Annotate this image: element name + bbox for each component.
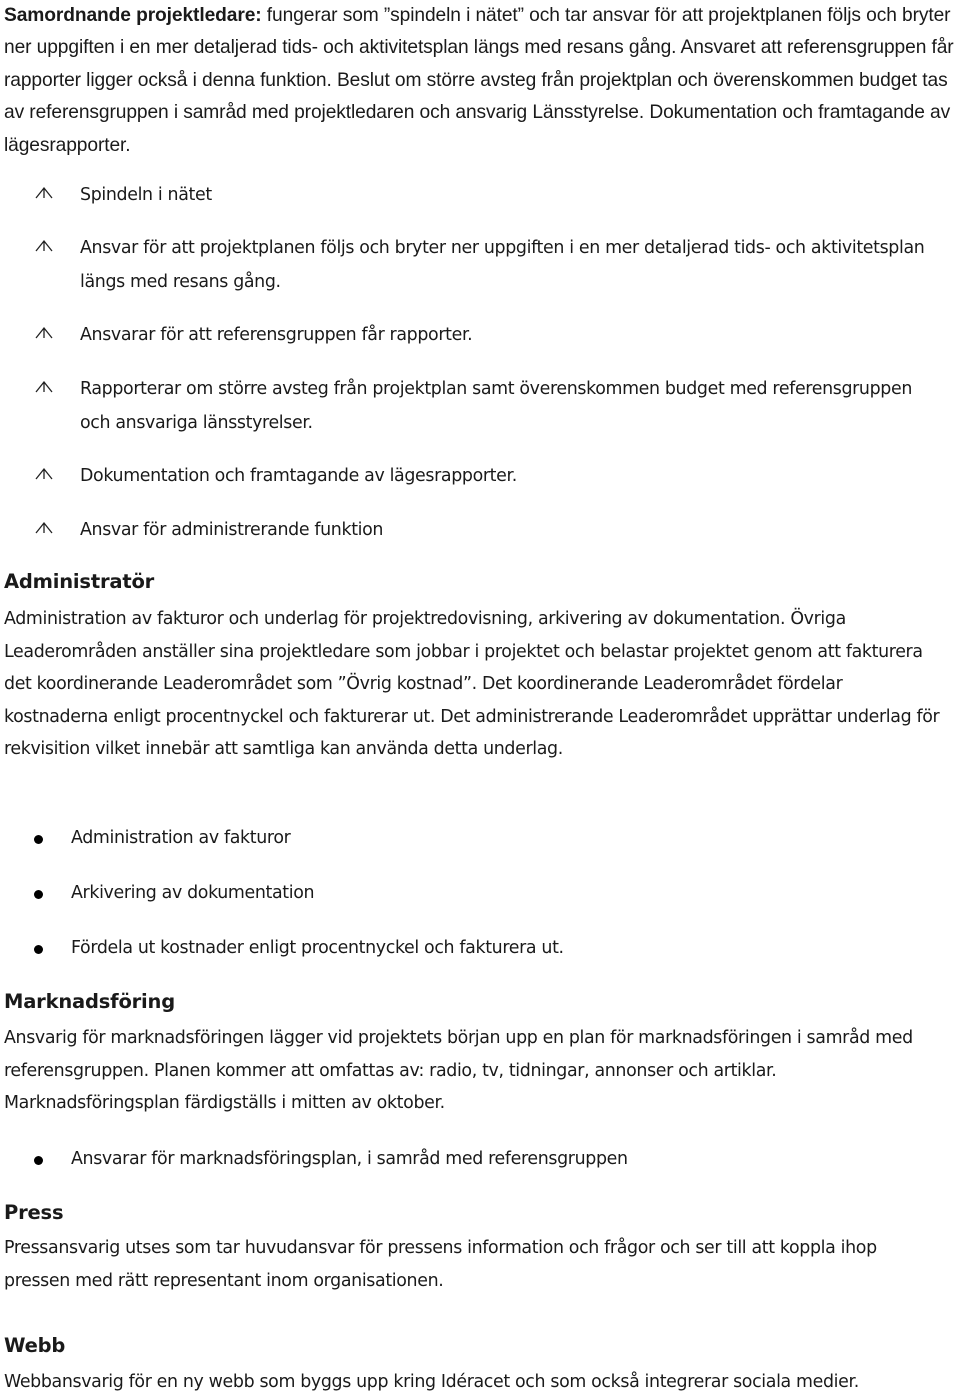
list-item-text: Arkivering av dokumentation xyxy=(71,883,315,903)
arrow-marker-icon xyxy=(34,519,54,539)
web-paragraph: Webbansvarig för en ny webb som byggs upp kring Idéracet och som också integrerar sociala medier. xyxy=(4,1372,859,1392)
list-item-text: Spindeln i nätet xyxy=(80,185,212,205)
list-item-text: Administration av fakturor xyxy=(71,828,291,848)
administrator-paragraph: Administration av fakturor och underlag för projektredovisning, arkivering av dokumentation. Övriga Leaderområden anställer sina projektledare som jobbar i projektet och belastar projektet genom att fakturera det koordinerande Leaderområdet som ”Övrig kostnad”. Det koordinerande Leaderområdet fördelar kostnaderna enligt procentnyckel och fakturerar ut. Det administrerande Leaderområdet upprättar underlag för rekvisition vilket innebär att samtliga kan använda detta underlag. xyxy=(4,609,940,760)
section-heading-web: Webb xyxy=(4,1334,66,1357)
press-paragraph: Pressansvarig utses som tar huvudansvar för pressens information och frågor och ser till att koppla ihop pressen med rätt representant inom organisationen. xyxy=(4,1238,877,1291)
list-item-text: Ansvarar för marknadsföringsplan, i samråd med referensgruppen xyxy=(71,1149,628,1169)
bullet-dot-icon xyxy=(34,1156,43,1165)
arrow-marker-icon xyxy=(34,378,54,398)
section-heading-marketing: Marknadsföring xyxy=(4,990,175,1013)
marketing-paragraph: Ansvarig för marknadsföringen lägger vid projektets början upp en plan för marknadsföringen i samråd med referensgruppen. Planen kommer att omfattas av: radio, tv, tidningar, annonser och artiklar. Marknadsföringsplan färdigställs i mitten av oktober. xyxy=(4,1028,913,1114)
list-item-text: Ansvarar för att referensgruppen får rapporter. xyxy=(80,325,473,345)
list-item-text: Ansvar för administrerande funktion xyxy=(80,520,384,540)
section-heading-administrator: Administratör xyxy=(4,570,155,593)
arrow-marker-icon xyxy=(34,237,54,257)
list-item-text: Rapporterar om större avsteg från projektplan samt överenskommen budget med referensgruppen och ansvariga länsstyrelser. xyxy=(80,379,913,433)
bullet-dot-icon xyxy=(34,835,43,844)
list-item-text: Dokumentation och framtagande av lägesrapporter. xyxy=(80,466,517,486)
bullet-dot-icon xyxy=(34,945,43,954)
role-title: Samordnande projektledare: xyxy=(4,5,262,26)
arrow-marker-icon xyxy=(34,324,54,344)
list-item-text: Fördela ut kostnader enligt procentnyckel och fakturera ut. xyxy=(71,938,564,958)
arrow-marker-icon xyxy=(34,465,54,485)
bullet-dot-icon xyxy=(34,890,43,899)
arrow-marker-icon xyxy=(34,184,54,204)
intro-text: fungerar som ”spindeln i nätet” och tar ansvar för att projektplanen följs och bryter ner uppgiften i en mer detaljerad tids- och aktivitetsplan längs med resans gång. Ansvaret att referensgruppen får rapporter ligger också i denna funktion. Beslut om större avsteg från projektplan och överenskommen budget tas av referensgruppen i samråd med projektledaren och ansvarig Länsstyrelse. Dokumentation och framtagande av lägesrapporter. xyxy=(4,5,954,156)
intro-paragraph xyxy=(4,0,956,162)
section-heading-press: Press xyxy=(4,1201,64,1224)
list-item-text: Ansvar för att projektplanen följs och bryter ner uppgiften i en mer detaljerad tids- och aktivitetsplan längs med resans gång. xyxy=(80,238,925,292)
